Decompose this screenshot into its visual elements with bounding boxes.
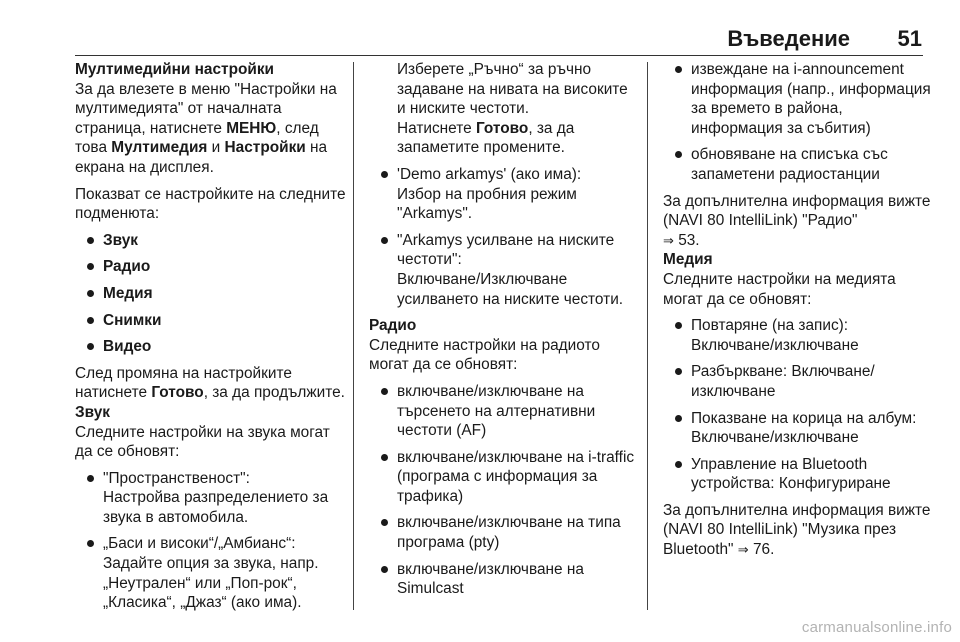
section-heading-sound: Звук bbox=[75, 403, 110, 421]
paragraph-media: Следните настройки на медията могат да се обновят: bbox=[663, 270, 896, 308]
page-reference: 76. bbox=[752, 541, 775, 559]
page-header bbox=[0, 0, 960, 60]
radio-list-continued bbox=[663, 60, 931, 185]
page-ref-arrow-icon: ⇒ bbox=[663, 232, 674, 248]
list-item: Снимки bbox=[75, 311, 347, 331]
submenu-list bbox=[75, 231, 347, 357]
watermark: carmanualsonline.info bbox=[801, 619, 952, 636]
list-item: Видео bbox=[75, 337, 347, 357]
paragraph-sound: Следните настройки на звука могат да се обновят: bbox=[75, 423, 330, 461]
list-item: обновяване на списъка със запаметени радиостанции bbox=[663, 145, 931, 184]
paragraph-radio: Следните настройки на радиото могат да се обновят: bbox=[369, 336, 600, 374]
list-item: "Пространственост": bbox=[75, 469, 347, 489]
list-item: Радио bbox=[75, 257, 347, 277]
media-list bbox=[663, 316, 931, 494]
list-item: извеждане на i-announcement информация (напр., информация за времето в района, информация за събития) bbox=[663, 60, 931, 138]
list-item: Показване на корица на албум: Включване/изключване bbox=[663, 409, 931, 448]
list-item: "Arkamys усилване на ниските честоти": bbox=[369, 231, 639, 270]
list-item-detail: Включване/Изключване усилването на ниските честоти. bbox=[397, 270, 624, 308]
page-title: Въведение bbox=[727, 26, 850, 51]
list-item: Разбъркване: Включване/ изключване bbox=[663, 362, 931, 401]
sound-list-2 bbox=[75, 534, 347, 554]
paragraph-manual: Изберете „Ръчно“ за ръчно задаване на нивата на високите и ниските честоти. bbox=[397, 61, 628, 118]
arkamys-list bbox=[369, 165, 639, 185]
paragraph-intro: За да влезете в меню "Настройки на мултимедията" от началната страница, натиснете МЕНЮ, след това Мултимедия и Настройки на екрана на дисплея. bbox=[75, 80, 337, 176]
list-item: Звук bbox=[75, 231, 347, 251]
list-item-detail: Задайте опция за звука, напр. „Неутрален“ или „Поп-рок“, „Класика“, „Джаз“ (ако има). bbox=[103, 555, 319, 612]
list-item: включване/изключване на Simulcast bbox=[369, 560, 639, 599]
header-rule bbox=[75, 55, 923, 56]
list-item: Повтаряне (на запис): Включване/изключване bbox=[663, 316, 931, 355]
list-item: Управление на Bluetooth устройства: Конфигуриране bbox=[663, 455, 931, 494]
paragraph-after-change: След промяна на настройките натиснете Готово, за да продължите. bbox=[75, 364, 345, 402]
list-item-detail: Настройва разпределението за звука в автомобила. bbox=[103, 489, 329, 526]
paragraph-save: Натиснете Готово, за да запаметите промените. bbox=[397, 119, 575, 157]
column-3 bbox=[663, 60, 931, 560]
paragraph-submenus: Показват се настройките на следните подменюта: bbox=[75, 185, 346, 223]
list-item: включване/изключване на типа програма (pty) bbox=[369, 513, 639, 552]
column-2 bbox=[369, 60, 639, 599]
column-divider-2 bbox=[647, 62, 648, 610]
page-number: 51 bbox=[897, 26, 922, 51]
section-heading-multimedia: Мултимедийни настройки bbox=[75, 61, 275, 78]
section-heading-radio: Радио bbox=[369, 317, 417, 335]
list-item: Медия bbox=[75, 284, 347, 304]
page-reference: 53. bbox=[678, 231, 700, 249]
list-item-detail: Избор на пробния режим "Arkamys". bbox=[397, 185, 577, 223]
column-1 bbox=[75, 60, 347, 613]
list-item: 'Demo arkamys' (ако има): bbox=[369, 165, 639, 185]
section-heading-media: Медия bbox=[663, 251, 713, 269]
list-item: включване/изключване на i-traffic (програма с информация за трафика) bbox=[369, 448, 639, 507]
page-ref-arrow-icon: ⇒ bbox=[737, 542, 749, 558]
list-item: „Баси и високи“/„Амбианс“: bbox=[75, 534, 347, 554]
paragraph-bluetooth-ref: За допълнителна информация вижте (NAVI 80 IntelliLink) "Музика през Bluetooth" ⇒ 76. bbox=[663, 501, 931, 559]
paragraph-radio-ref: За допълнителна информация вижте (NAVI 80 IntelliLink) "Радио" ⇒ 53. bbox=[663, 192, 931, 249]
sound-list bbox=[75, 469, 347, 489]
column-divider-1 bbox=[353, 62, 354, 610]
list-item: включване/изключване на търсенето на алтернативни честоти (AF) bbox=[369, 382, 639, 441]
arkamys-list-2 bbox=[369, 231, 639, 270]
radio-list bbox=[369, 382, 639, 599]
